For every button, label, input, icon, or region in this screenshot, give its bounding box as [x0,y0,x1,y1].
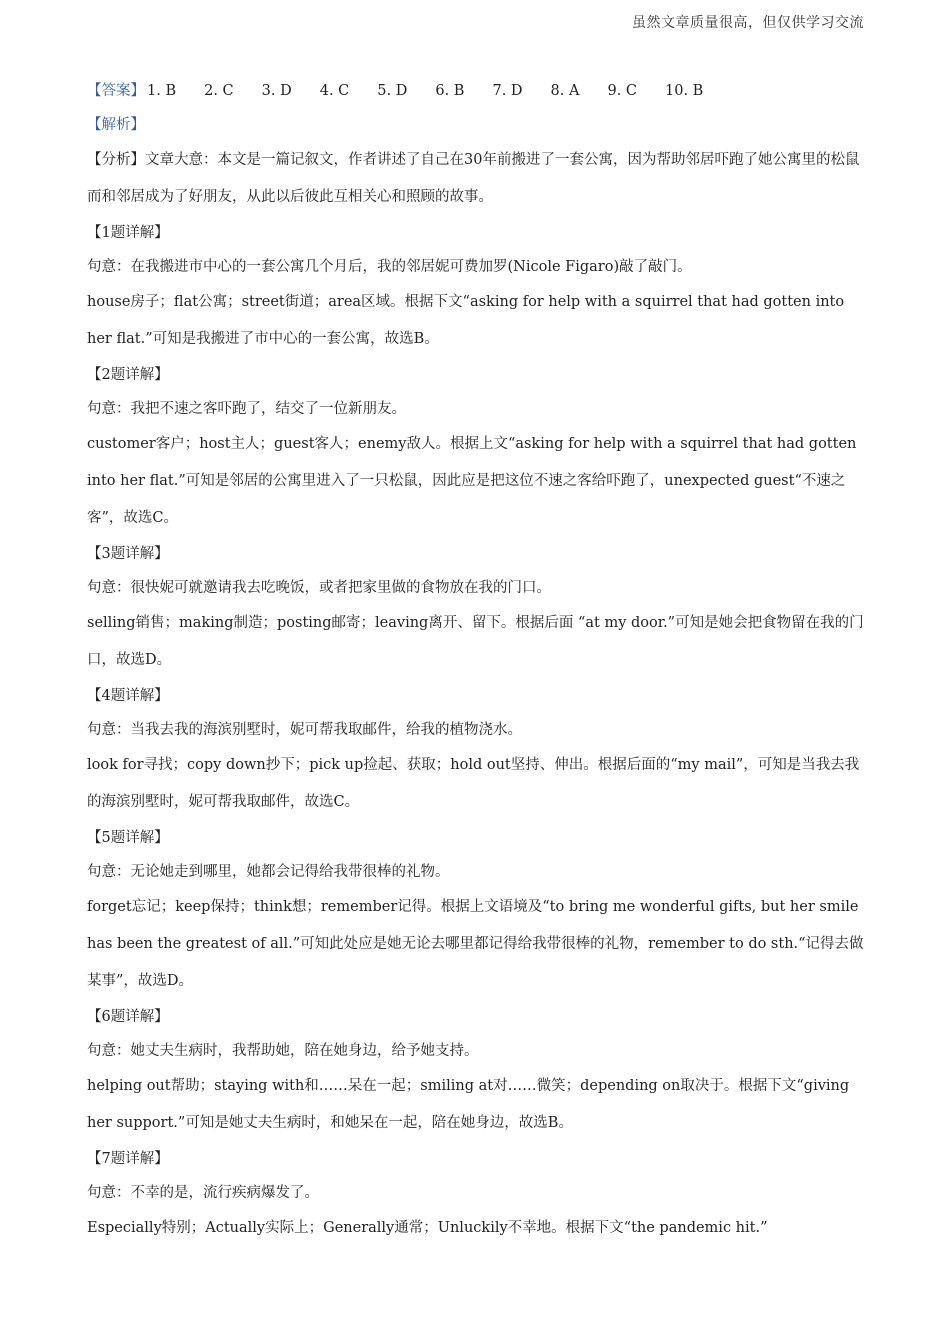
q2-meaning: 句意：我把不速之客吓跑了，结交了一位新朋友。 [87,401,406,417]
answer-item: 2. C [204,83,234,99]
q3-explain: selling销售；making制造；posting邮寄；leaving离开、留下。根据后面 “at my door.”可知是她会把食物留在我的门口，故选D。 [87,615,864,668]
q4-explain: look for寻找；copy down抄下；pick up捡起、获取；hold out坚持、伸出。根据后面的“my mail”，可知是当我去我的海滨别墅时，妮可帮我取邮件，故选C。 [87,757,860,810]
answer-item: 10. B [665,83,704,99]
q1-meaning: 句意：在我搬进市中心的一套公寓几个月后，我的邻居妮可费加罗(Nicole Figaro)敲了敲门。 [87,259,692,275]
answer-item: 4. C [319,83,350,99]
q1-title: 【1题详解】 [87,225,169,241]
q7-meaning: 句意：不幸的是，流行疾病爆发了。 [87,1185,319,1201]
q5-meaning: 句意：无论她走到哪里，她都会记得给我带很棒的礼物。 [87,864,450,880]
q6-meaning: 句意：她丈夫生病时，我帮助她，陪在她身边，给予她支持。 [87,1043,479,1059]
summary-paragraph: 【分析】文章大意：本文是一篇记叙文，作者讲述了自己在30年前搬进了一套公寓，因为帮助邻居吓跑了她公寓里的松鼠而和邻居成为了好朋友，从此以后彼此互相关心和照顾的故事。 [87,152,860,205]
q2-explain: customer客户；host主人；guest客人；enemy敌人。根据上文“asking for help with a squirrel that had gotten into her flat.”可知是邻居的公寓里进入了一只松鼠，因此应是把这位不速之客给吓跑了，unexpected guest“不速之客”，故选C。 [87,436,857,526]
answer-item: 6. B [435,83,465,99]
q5-explain: forget忘记；keep保持；think想；remember记得。根据上文语境及“to bring me wonderful gifts, but her smile has been the greatest of all.”可知此处应是她无论去哪里都记得给我带很棒的礼物，remember to do sth.“记得去做某事”，故选D。 [87,899,864,989]
answer-item: 7. D [492,83,523,99]
q4-title: 【4题详解】 [87,688,169,704]
answer-item: 8. A [550,83,580,99]
q3-meaning: 句意：很快妮可就邀请我去吃晚饭，或者把家里做的食物放在我的门口。 [87,580,551,596]
document-content [87,76,867,1247]
q1-explain: house房子；flat公寓；street街道；area区域。根据下文“asking for help with a squirrel that had gotten into her flat.”可知是我搬进了市中心的一套公寓，故选B。 [87,294,845,347]
q6-title: 【6题详解】 [87,1009,169,1025]
q7-explain: Especially特别；Actually实际上；Generally通常；Unluckily不幸地。根据下文“the pandemic hit.” [87,1220,768,1236]
header-note: 虽然文章质量很高，但仅供学习交流 [632,15,864,31]
analysis-tag: 【解析】 [87,117,145,133]
q2-title: 【2题详解】 [87,367,169,383]
q4-meaning: 句意：当我去我的海滨别墅时，妮可帮我取邮件，给我的植物浇水。 [87,722,522,738]
answer-item: 1. B [147,83,177,99]
answer-tag: 【答案】 [87,83,145,99]
answer-item: 5. D [377,83,408,99]
q5-title: 【5题详解】 [87,830,169,846]
answer-row [87,74,867,108]
q6-explain: helping out帮助；staying with和……呆在一起；smiling at对……微笑；depending on取决于。根据下文“giving her support.”可知是她丈夫生病时，和她呆在一起，陪在她身边，故选B。 [87,1078,850,1131]
q3-title: 【3题详解】 [87,546,169,562]
q7-title: 【7题详解】 [87,1151,169,1167]
answer-item: 9. C [607,83,638,99]
answer-item: 3. D [261,83,292,99]
